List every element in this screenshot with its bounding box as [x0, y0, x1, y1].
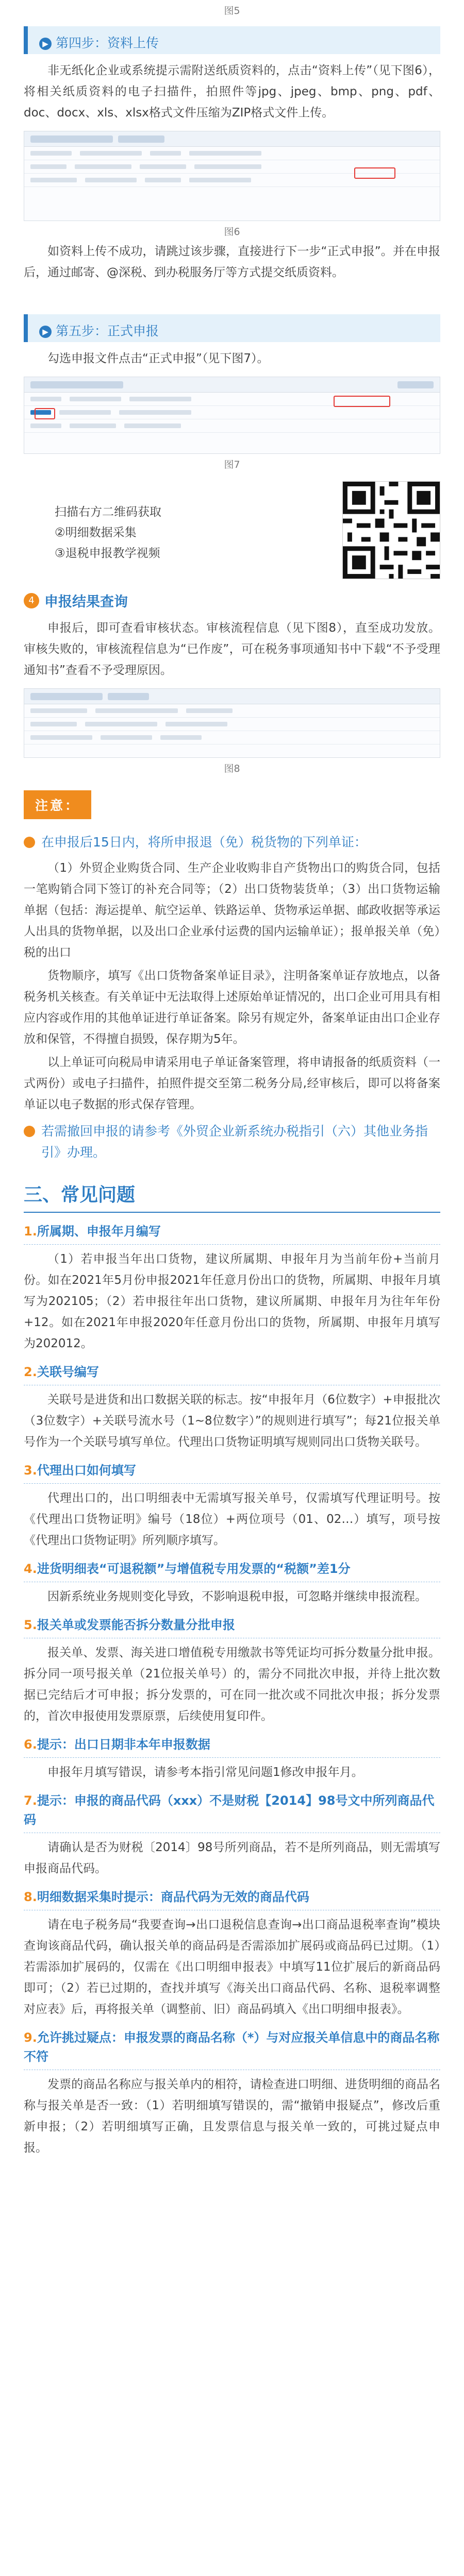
- qr-text: [55, 481, 342, 564]
- faq-answer: 报关单、发票、海关进口增值税专用缴款书等凭证均可拆分数量分批申报。拆分同一项号报关单（21位报关单号）的，需分不同批次申报，并待上批次数据已完结后才可申报；拆分发票的，可在同一批次或不同批次申报；拆分发票的，首次申报使用发票原票，后续使用复印件。: [24, 1646, 440, 1723]
- arrow-right-icon: ▶: [39, 38, 52, 50]
- faq-item-9: [24, 2028, 440, 2159]
- faq-item-2: [24, 1363, 440, 1453]
- faq-answer: 因新系统业务规则变化导致，不影响退税申报，可忽略并继续申报流程。: [47, 1590, 427, 1603]
- faq-question: 关联号编写: [37, 1365, 99, 1379]
- note-paragraph-3: 以上单证可向税局申请采用电子单证备案管理，将申请报备的纸质资料（一式两份）或电子扫描件，拍照件提交至第二税务分局,经审核后，即可以将备案单证以电子数据的形式保存管理。: [24, 1056, 440, 1111]
- fig6-screenshot: [24, 131, 440, 221]
- bullet-dot-icon: [24, 837, 35, 848]
- note-paragraph-1: （1）外贸企业购货合同、生产企业收购非自产货物出口的购货合同，包括一笔购销合同下签订的补充合同等；（2）出口货物装货单；（3）出口货物运输单据（包括：海运提单、航空运单、铁路运单、货物承运单据、邮政收据等承运人出具的货物单据，以及出口企业承付运费的国内运输单证）；报单报关单（免）税的出口: [24, 861, 440, 959]
- faq-question: 提示：申报的商品代码（xxx）不是财税【2014】98号文中所列商品代码: [24, 1793, 435, 1827]
- qr-code-image[interactable]: [342, 481, 440, 579]
- step5-header: [24, 314, 440, 342]
- note-bullet-1-text: 在申报后15日内，将所申报退（免）税货物的下列单证：: [41, 835, 367, 850]
- note-paragraph-2: 货物顺序，填写《出口货物备案单证目录》，注明备案单证存放地点，以备税务机关核查。有关单证中无法取得上述原始单证情况的，出口企业可用具有相应内容或作用的其他单证进行单证备案。除另有规定外，备案单证由出口企业存放和保管，不得擅自损毁，保存期为5年。: [24, 969, 440, 1046]
- step5-title: 第五步：正式申报: [56, 324, 159, 338]
- faq-item-8: [24, 1888, 440, 2020]
- faq-num: 7.: [24, 1793, 37, 1808]
- step5-paragraph-1: 勾选申报文件点击“正式申报”（见下图7）。: [47, 352, 269, 365]
- step4-paragraph-1: 非无纸化企业或系统提示需附送纸质资料的，点击“资料上传”（见下图6），将相关纸质资料的电子扫描件，拍照件等jpg、jpeg、bmp、png、pdf、doc、docx、xls、xlsx格式文件压缩为ZIP格式文件上传。: [24, 64, 440, 120]
- faq-num: 5.: [24, 1618, 37, 1632]
- faq-item-7: [24, 1791, 440, 1879]
- qr-line-3: ③退税申报教学视频: [55, 547, 160, 560]
- faq-question: 进货明细表“可退税额”与增值税专用发票的“税额”差1分: [37, 1562, 351, 1576]
- faq-question: 明细数据采集时提示：商品代码为无效的商品代码: [37, 1890, 309, 1904]
- faq-num: 1.: [24, 1224, 37, 1239]
- faq-answer: （1）若申报当年出口货物，建议所属期、申报年月为当前年份+当前月份。如在2021年5月份申报2021年任意月份出口的货物，所属期、申报年月填写为202105；（2）若申报往年出口货物，建议所属期、申报年月为往年年份+12。如在2021年申报2020年任意月份出口的货物，所属期、申报年月填写为202012。: [24, 1252, 440, 1350]
- faq-answer: 请在电子税务局“我要查询→出口退税信息查询→出口商品退税率查询”模块查询该商品代码，确认报关单的商品码是否需添加扩展码或商品码已过期。（1）若需添加扩展码的，仅需在《出口明细申报表》中填写11位扩展后的新商品码即可；（2）若已过期的，查找并填写《海关出口商品代码、名称、退税率调整对应表》后，再将报关单（调整前、旧）商品码填入《出口明细申报表》。: [24, 1918, 440, 2016]
- faq-question: 报关单或发票能否拆分数量分批申报: [37, 1618, 235, 1632]
- faq-answer: 关联号是进货和出口数据关联的标志。按“申报年月（6位数字）+申报批次（3位数字）+关联号流水号（1~8位数字）”的规则进行填写”；每21位报关单号作为一个关联号填写单位。代理出口货物证明填写规则同出口货物关联号。: [24, 1393, 440, 1449]
- faq-item-3: [24, 1461, 440, 1551]
- faq-item-6: [24, 1735, 440, 1783]
- bullet-dot-icon: [24, 1126, 35, 1137]
- qr-line-2: ②明细数据采集: [55, 526, 137, 539]
- faq-item-1: [24, 1222, 440, 1354]
- faq-question: 允许挑过疑点：申报发票的商品名称（*）与对应报关单信息中的商品名称不符: [24, 2030, 440, 2064]
- section4-title: 申报结果查询: [44, 594, 128, 610]
- faq-num: 2.: [24, 1365, 37, 1379]
- section4-number: 4: [24, 593, 39, 608]
- faq-num: 3.: [24, 1463, 37, 1478]
- qr-line-1: 扫描右方二维码获取: [55, 505, 161, 519]
- fig6-caption: 图6: [224, 226, 240, 238]
- qr-block: [55, 481, 440, 579]
- faq-heading: [24, 1180, 440, 1213]
- note-bullet-1: [24, 832, 440, 853]
- note-bullet-2: [24, 1121, 440, 1163]
- faq-question: 提示：出口日期非本年申报数据: [37, 1737, 210, 1752]
- section4-paragraph: 申报后，即可查看审核状态。审核流程信息（见下图8），直至成功发放。审核失败的，审核流程信息为“已作废”，可在税务事项通知书中下载“不予受理通知书”查看不予受理原因。: [24, 621, 440, 677]
- arrow-right-icon: ▶: [39, 326, 52, 338]
- faq-num: 4.: [24, 1562, 37, 1576]
- fig8-caption: 图8: [224, 763, 240, 774]
- qr-code-icon: [343, 482, 440, 579]
- faq-num: 9.: [24, 2030, 37, 2045]
- faq-num: 8.: [24, 1890, 37, 1904]
- faq-num: 6.: [24, 1737, 37, 1752]
- faq-answer: 请确认是否为财税〔2014〕98号所列商品，若不是所列商品，则无需填写申报商品代码。: [24, 1841, 440, 1875]
- faq-item-5: [24, 1616, 440, 1727]
- faq-question: 所属期、申报年月编写: [37, 1224, 161, 1239]
- note-bullet-2-text[interactable]: 若需撤回申报的请参考《外贸企业新系统办税指引（六）其他业务指引》办理。: [41, 1124, 428, 1160]
- faq-answer: 申报年月填写错误，请参考本指引常见问题1修改申报年月。: [47, 1766, 363, 1779]
- step4-paragraph-2: 如资料上传不成功，请跳过该步骤，直接进行下一步“正式申报”。并在申报后，通过邮寄、@深税、到办税服务厅等方式提交纸质资料。: [24, 245, 440, 279]
- faq-item-4: [24, 1560, 440, 1607]
- step4-title: 第四步：资料上传: [56, 36, 159, 50]
- faq-title: 三、常见问题: [24, 1184, 136, 1206]
- fig7-screenshot: [24, 377, 440, 454]
- faq-question: 代理出口如何填写: [37, 1463, 136, 1478]
- faq-answer: 代理出口的，出口明细表中无需填写报关单号，仅需填写代理证明号。按《代理出口货物证明》编号（18位）+两位项号（01、02…）填写，项号按《代理出口货物证明》所列顺序填写。: [24, 1492, 440, 1547]
- step4-header: [24, 26, 440, 54]
- faq-answer: 发票的商品名称应与报关单内的相符，请检查进口明细、进货明细的商品名称与报关单是否一致：（1）若明细填写错误的，需“撤销申报疑点”，修改后重新申报；（2）若明细填写正确，且发票信息与报关单一致的，可挑过疑点申报。: [24, 2078, 440, 2155]
- fig5-caption: 图5: [224, 5, 240, 16]
- fig7-caption: 图7: [224, 459, 240, 470]
- section4-header: [24, 590, 440, 611]
- note-label: 注意：: [24, 790, 91, 819]
- fig8-screenshot: [24, 688, 440, 758]
